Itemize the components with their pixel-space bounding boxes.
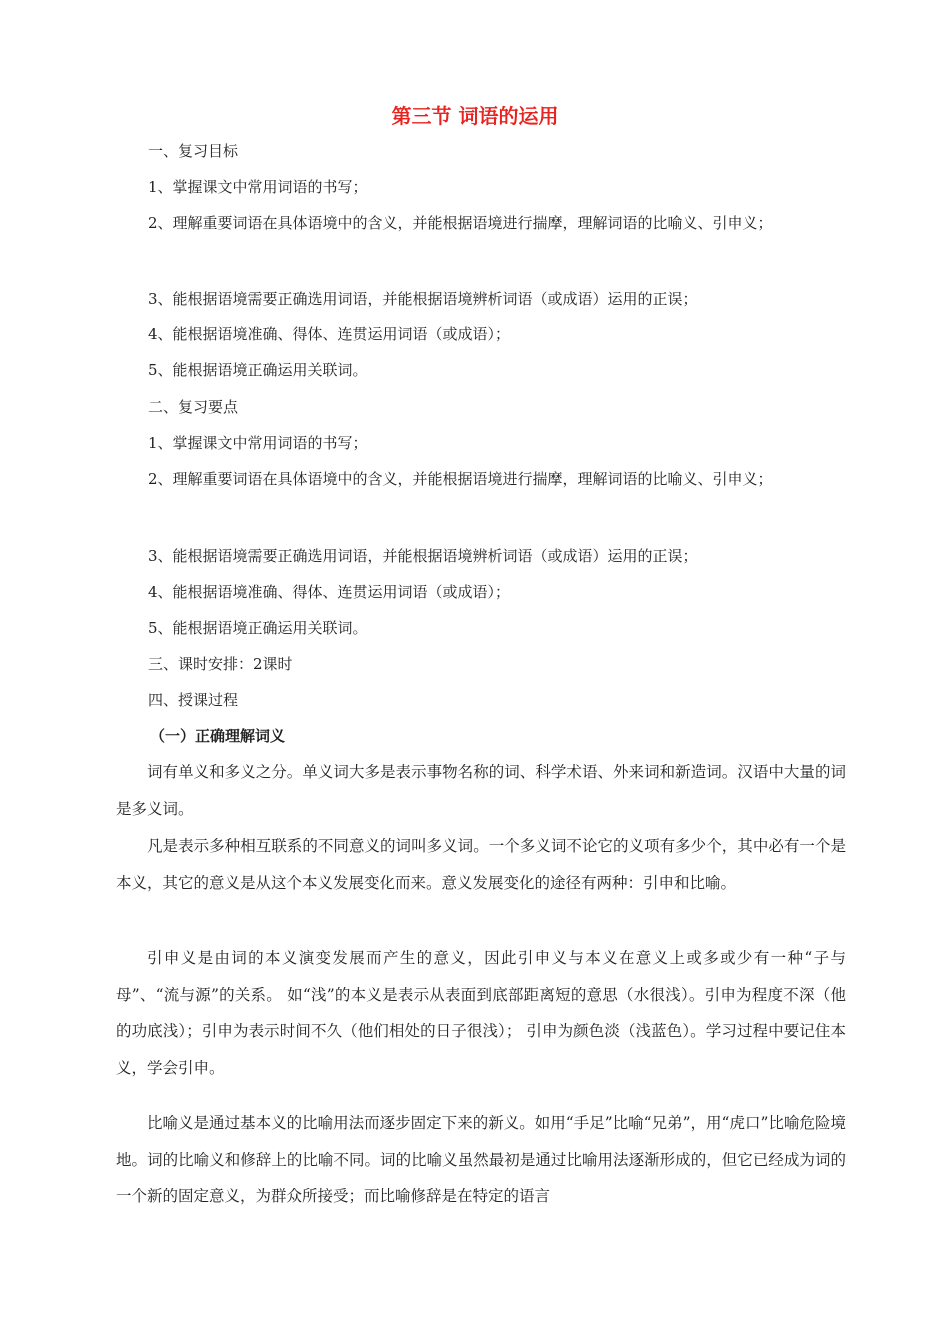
point-item-3: 3、能根据语境需要正确选用词语，并能根据语境辨析词语（或成语）运用的正误； bbox=[148, 547, 698, 565]
point-item-4: 4、能根据语境准确、得体、连贯运用词语（或成语）； bbox=[148, 583, 511, 601]
goal-item-5: 5、能根据语境正确运用关联词。 bbox=[148, 361, 368, 379]
point-item-1: 1、掌握课文中常用词语的书写； bbox=[148, 434, 368, 452]
paragraph-4: 比喻义是通过基本义的比喻用法而逐步固定下来的新义。如用“手足”比喻“兄弟”，用“虎口”比喻危险境地。词的比喻义和修辞上的比喻不同。词的比喻义虽然最初是通过比喻用法逐渐形成的，但它已经成为词的一个新的固定意义，为群众所接受；而比喻修辞是在特定的语言 bbox=[116, 1114, 846, 1205]
document-title: 第三节 词语的运用 bbox=[391, 104, 559, 128]
subsection-heading: （一）正确理解词义 bbox=[150, 727, 286, 745]
point-item-2: 2、理解重要词语在具体语境中的含义，并能根据语境进行揣摩，理解词语的比喻义、引申义； bbox=[148, 470, 773, 488]
paragraph-2: 凡是表示多种相互联系的不同意义的词叫多义词。一个多义词不论它的义项有多少个，其中必有一个是本义，其它的意义是从这个本义发展变化而来。意义发展变化的途径有两种：引申和比喻。 bbox=[116, 837, 846, 892]
section-heading-process: 四、授课过程 bbox=[148, 691, 239, 709]
goal-item-3: 3、能根据语境需要正确选用词语，并能根据语境辨析词语（或成语）运用的正误； bbox=[148, 290, 698, 308]
point-item-5: 5、能根据语境正确运用关联词。 bbox=[148, 619, 368, 637]
goal-item-2: 2、理解重要词语在具体语境中的含义，并能根据语境进行揣摩，理解词语的比喻义、引申义； bbox=[148, 214, 773, 232]
section-heading-schedule: 三、课时安排：2课时 bbox=[148, 655, 293, 673]
paragraph-3: 引申义是由词的本义演变发展而产生的意义，因此引申义与本义在意义上或多或少有一种“子与母”、“流与源”的关系。 如“浅”的本义是表示从表面到底部距离短的意思（水很浅）。引申为程度不深（他的功底浅）；引申为表示时间不久（他们相处的日子很浅）； 引申为颜色淡（浅蓝色）。学习过程中要记住本义，学会引申。 bbox=[116, 949, 846, 1077]
goal-item-4: 4、能根据语境准确、得体、连贯运用词语（或成语）； bbox=[148, 325, 511, 343]
section-heading-points: 二、复习要点 bbox=[148, 398, 239, 416]
paragraph-1: 词有单义和多义之分。单义词大多是表示事物名称的词、科学术语、外来词和新造词。汉语中大量的词是多义词。 bbox=[116, 763, 846, 818]
section-heading-goals: 一、复习目标 bbox=[148, 142, 239, 160]
goal-item-1: 1、掌握课文中常用词语的书写； bbox=[148, 178, 368, 196]
